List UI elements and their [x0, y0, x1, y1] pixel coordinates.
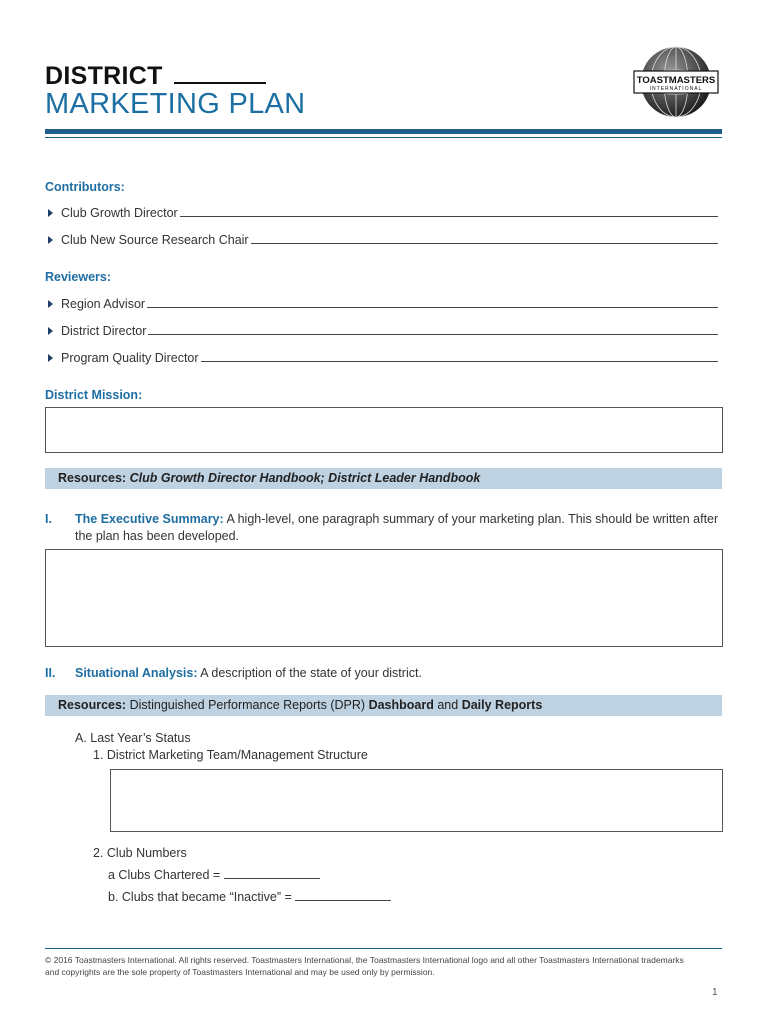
clubs-inactive-row: [108, 889, 391, 905]
reviewer-region-advisor[interactable]: [48, 297, 718, 311]
clubs-inactive-blank[interactable]: [295, 889, 391, 901]
resources-band-1: [45, 468, 722, 489]
bullet-arrow-icon: [48, 209, 53, 217]
reviewer-district-director[interactable]: [48, 324, 718, 338]
resources-dashboard-link[interactable]: Dashboard: [368, 698, 434, 712]
clubs-chartered-label: a Clubs Chartered =: [108, 868, 221, 882]
item-label: Club Growth Director: [61, 206, 178, 220]
item-label: Club New Source Research Chair: [61, 233, 249, 247]
bullet-arrow-icon: [48, 327, 53, 335]
item-label: Program Quality Director: [61, 351, 199, 365]
section-2-desc: A description of the state of your district.: [200, 666, 422, 680]
header-rule-thick: [45, 129, 722, 134]
executive-summary-box[interactable]: [45, 549, 723, 647]
contributor-new-source-research-chair[interactable]: [48, 233, 718, 247]
bullet-arrow-icon: [48, 354, 53, 362]
footer-line-2: and copyrights are the sole property of Toastmasters International and may be used only by permission.: [45, 967, 435, 977]
signature-line[interactable]: [180, 215, 718, 217]
resources-and: and: [437, 698, 459, 712]
management-structure-box[interactable]: [110, 769, 723, 832]
bullet-arrow-icon: [48, 300, 53, 308]
reviewer-program-quality-director[interactable]: [48, 351, 718, 365]
resources-label: Resources:: [58, 471, 127, 485]
clubs-inactive-label: b. Clubs that became “Inactive” =: [108, 890, 292, 904]
header-rule-thin: [45, 137, 722, 138]
signature-line[interactable]: [201, 360, 718, 362]
clubs-chartered-row: [108, 867, 320, 883]
district-mission-heading: District Mission:: [45, 388, 143, 402]
resources-text: Club Growth Director Handbook; District Leader Handbook: [129, 471, 481, 485]
toastmasters-logo: [632, 45, 720, 119]
item-label: District Director: [61, 324, 147, 338]
signature-line[interactable]: [251, 242, 718, 244]
footer-line-1: © 2016 Toastmasters International. All rights reserved. Toastmasters International, the Toastmasters International logo and all other Toastmasters International trademarks: [45, 955, 684, 965]
section-1-desc: A high-level, one paragraph summary of your marketing plan. This should be written after: [226, 512, 719, 526]
page-number: 1: [712, 987, 718, 998]
signature-line[interactable]: [147, 306, 718, 308]
district-mission-box[interactable]: [45, 407, 723, 453]
section-1-desc-cont: the plan has been developed.: [75, 529, 240, 543]
resources-text-plain: Distinguished Performance Reports (DPR): [129, 698, 366, 712]
copyright-footer: [45, 954, 722, 978]
resources-label: Resources:: [58, 698, 127, 712]
logo-text: TOASTMASTERS: [636, 75, 716, 86]
resources-band-2: [45, 695, 722, 716]
section-2-text: [75, 665, 422, 681]
signature-line[interactable]: [148, 333, 718, 335]
section-2-title: Situational Analysis:: [75, 666, 198, 680]
reviewers-heading: Reviewers:: [45, 270, 112, 284]
page-title-marketing-plan: MARKETING PLAN: [45, 88, 306, 120]
page-title-district: DISTRICT: [45, 62, 266, 91]
outline-a2: 2. Club Numbers: [93, 846, 187, 860]
clubs-chartered-blank[interactable]: [224, 867, 320, 879]
item-label: Region Advisor: [61, 297, 146, 311]
outline-a1: 1. District Marketing Team/Management Structure: [93, 748, 368, 762]
district-number-blank[interactable]: [174, 64, 266, 84]
section-1-text: [75, 511, 725, 527]
section-1-title: The Executive Summary:: [75, 512, 224, 526]
outline-a: A. Last Year’s Status: [75, 731, 191, 745]
resources-daily-reports-link[interactable]: Daily Reports: [461, 698, 543, 712]
section-1-numeral: I.: [45, 512, 52, 526]
logo-subtext: INTERNATIONAL: [649, 86, 703, 92]
footer-rule: [45, 948, 722, 949]
contributors-heading: Contributors:: [45, 180, 125, 194]
bullet-arrow-icon: [48, 236, 53, 244]
contributor-club-growth-director[interactable]: [48, 206, 718, 220]
section-2-numeral: II.: [45, 666, 56, 680]
